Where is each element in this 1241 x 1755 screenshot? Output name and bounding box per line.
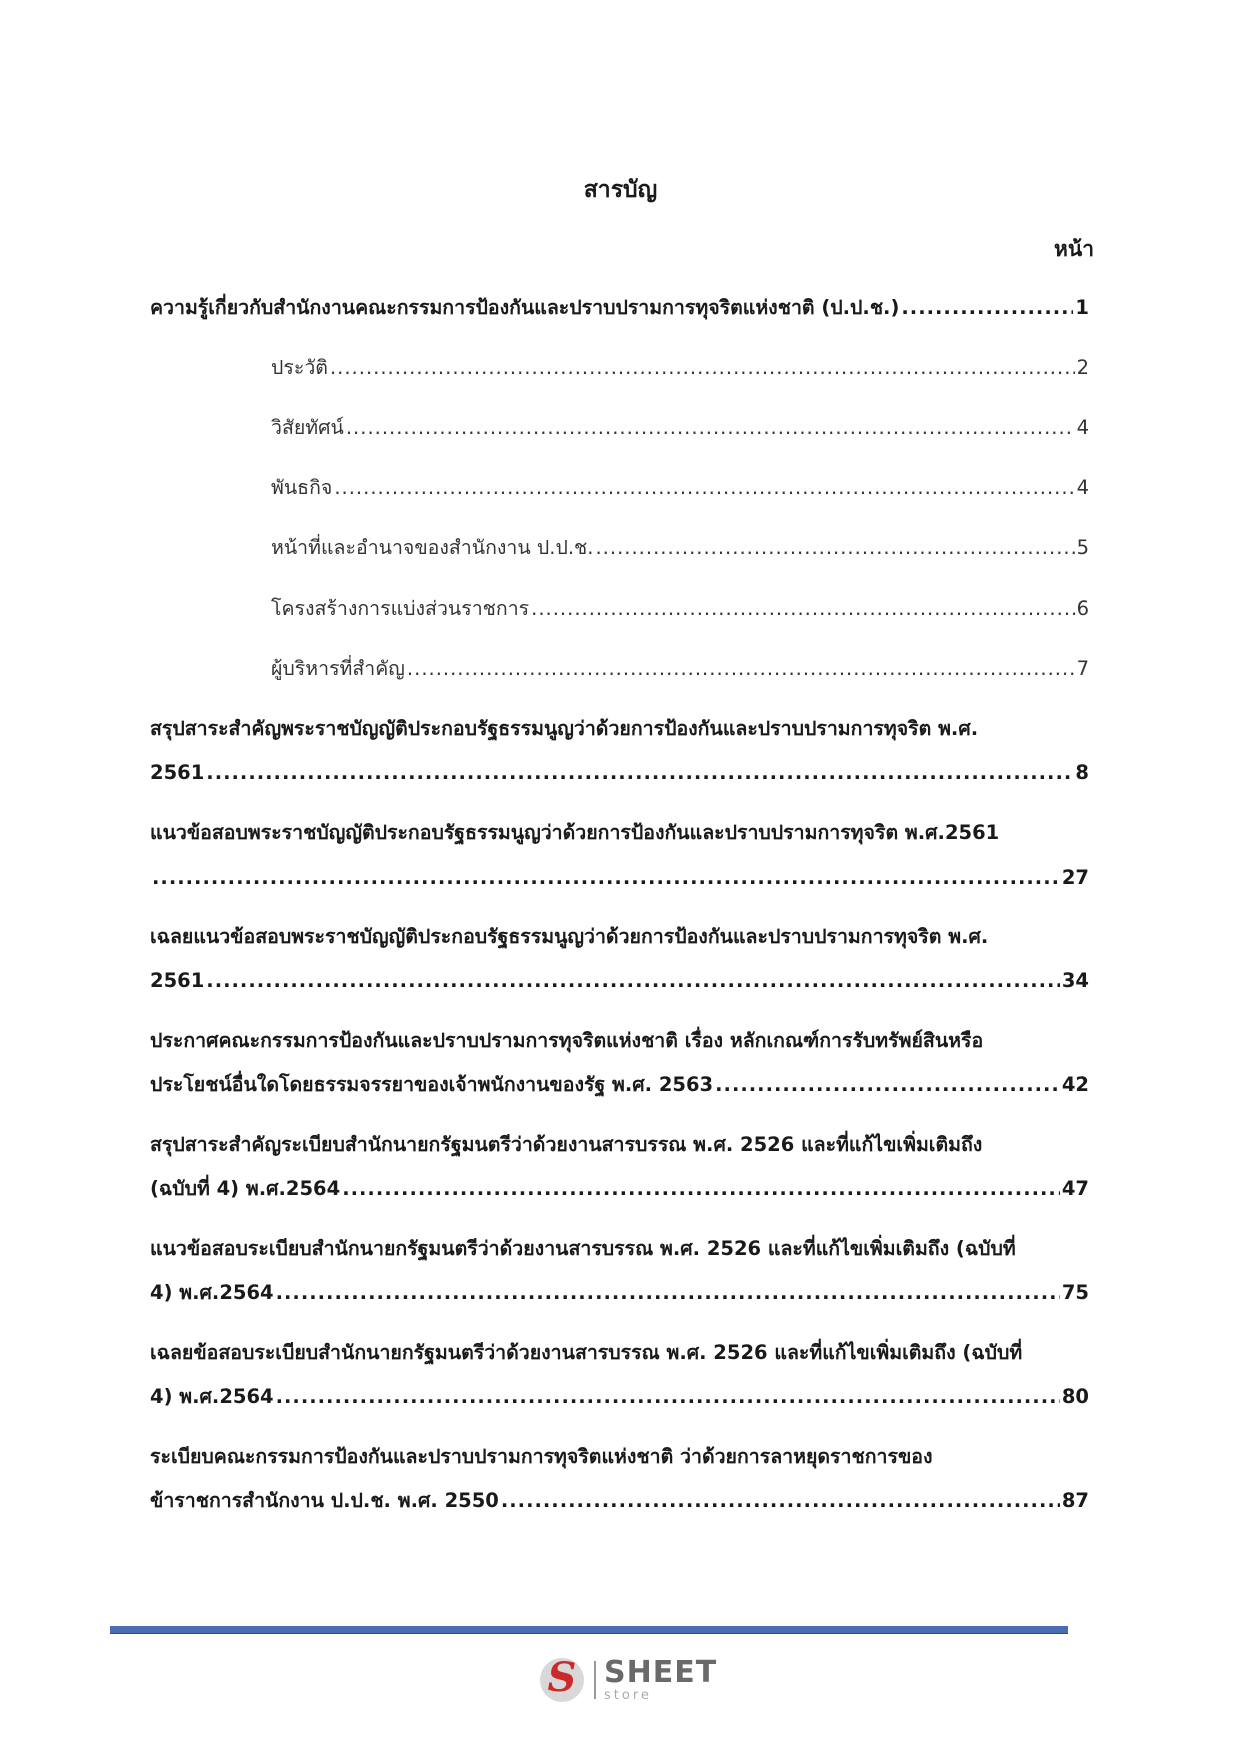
toc-entry-title-line1: ระเบียบคณะกรรมการป้องกันและปราบปรามการทุจริตแห่งชาติ ว่าด้วยการลาหยุดราชการของ [150, 1445, 933, 1468]
toc-entry-page: 42 [1061, 1073, 1089, 1096]
toc-entry-title: วิสัยทัศน์ [271, 416, 344, 439]
toc-entry-title: ประวัติ [271, 356, 328, 379]
toc-entry-title-line2: (ฉบับที่ 4) พ.ศ.2564 [150, 1177, 341, 1200]
dot-leader [342, 1172, 1060, 1206]
toc-entry-title-line2: 4) พ.ศ.2564 [150, 1281, 274, 1304]
logo-s-icon [540, 1654, 584, 1702]
dot-leader [330, 351, 1075, 385]
toc-entry-title: ความรู้เกี่ยวกับสำนักงานคณะกรรมการป้องกันและปราบปรามการทุจริตแห่งชาติ (ป.ป.ช.) [150, 296, 900, 319]
toc-entry-page: 5 [1076, 536, 1089, 559]
toc-entry-title-line1: สรุปสาระสำคัญระเบียบสำนักนายกรัฐมนตรีว่าด้วยงานสารบรรณ พ.ศ. 2526 และที่แก้ไขเพิ่มเติมถึง [150, 1133, 983, 1156]
logo-divider [594, 1661, 596, 1699]
toc-entry-page: 2 [1076, 356, 1089, 379]
toc-entry-page: 8 [1075, 761, 1089, 784]
page-column-header: หน้า [1054, 237, 1094, 261]
dot-leader [531, 592, 1074, 626]
dot-leader [276, 1276, 1060, 1310]
toc-entry-page: 27 [1061, 866, 1089, 889]
toc-entry-page: 1 [1075, 296, 1089, 319]
toc-entry-page: 4 [1076, 476, 1089, 499]
toc-entry-title-line1: เฉลยแนวข้อสอบพระราชบัญญัติประกอบรัฐธรรมนูญว่าด้วยการป้องกันและปราบปรามการทุจริต พ.ศ. [150, 925, 989, 948]
dot-leader [206, 964, 1060, 998]
dot-leader [346, 411, 1075, 445]
toc-entry-title-line2: ประโยชน์อื่นใดโดยธรรมจรรยาของเจ้าพนักงานของรัฐ พ.ศ. 2563 [150, 1073, 714, 1096]
page-title: สารบัญ [583, 177, 658, 203]
dot-leader [715, 1068, 1060, 1102]
toc-entry-page: 87 [1061, 1489, 1089, 1512]
toc-entry-title: หน้าที่และอำนาจของสำนักงาน ป.ป.ช. [271, 536, 594, 559]
toc-entry-title-line1: สรุปสาระสำคัญพระราชบัญญัติประกอบรัฐธรรมนูญว่าด้วยการป้องกันและปราบปรามการทุจริต พ.ศ. [150, 717, 979, 740]
toc-entry-page: 7 [1076, 657, 1089, 680]
dot-leader [206, 756, 1073, 790]
toc-entry-title: พันธกิจ [271, 476, 333, 499]
logo-sub-text: store [604, 1688, 652, 1703]
toc-entry-page: 80 [1061, 1385, 1089, 1408]
logo-main-text: SHEET [604, 1655, 718, 1690]
dot-leader [501, 1484, 1060, 1518]
toc-entry-title-line2: 4) พ.ศ.2564 [150, 1385, 274, 1408]
dot-leader [276, 1380, 1060, 1414]
toc-entry-title-line1: ประกาศคณะกรรมการป้องกันและปราบปรามการทุจริตแห่งชาติ เรื่อง หลักเกณฑ์การรับทรัพย์สินหรือ [150, 1029, 984, 1052]
toc-entry-title-line1: แนวข้อสอบระเบียบสำนักนายกรัฐมนตรีว่าด้วยงานสารบรรณ พ.ศ. 2526 และที่แก้ไขเพิ่มเติมถึง (ฉบับที่ [150, 1237, 1016, 1260]
dot-leader [901, 291, 1073, 325]
toc-entry-page: 47 [1061, 1177, 1089, 1200]
toc-entry-title: โครงสร้างการแบ่งส่วนราชการ [271, 597, 530, 620]
footer-rule [110, 1626, 1068, 1634]
toc-entry-page: 4 [1076, 416, 1089, 439]
toc-entry-title-line2: ข้าราชการสำนักงาน ป.ป.ช. พ.ศ. 2550 [150, 1489, 499, 1512]
dot-leader [152, 861, 1060, 895]
dot-leader [595, 531, 1074, 565]
toc-entry-title: ผู้บริหารที่สำคัญ [271, 657, 405, 680]
toc-entry-title-line1: เฉลยข้อสอบระเบียบสำนักนายกรัฐมนตรีว่าด้วยงานสารบรรณ พ.ศ. 2526 และที่แก้ไขเพิ่มเติมถึง (ฉบับที่ [150, 1341, 1023, 1364]
toc-entry-page: 6 [1076, 597, 1089, 620]
toc-entry-title-line2: 2561 [150, 761, 205, 784]
logo-wordmark [604, 1655, 718, 1703]
toc-entry-page: 75 [1061, 1281, 1089, 1304]
toc-entry-title-line1: แนวข้อสอบพระราชบัญญัติประกอบรัฐธรรมนูญว่าด้วยการป้องกันและปราบปรามการทุจริต พ.ศ.2561 [150, 821, 1000, 844]
sheet-store-logo [540, 1655, 717, 1705]
logo-letter: S [547, 1654, 577, 1701]
dot-leader [407, 652, 1075, 686]
dot-leader [334, 471, 1074, 505]
toc-entry-title-line2: 2561 [150, 969, 205, 992]
toc-entry-page: 34 [1061, 969, 1089, 992]
